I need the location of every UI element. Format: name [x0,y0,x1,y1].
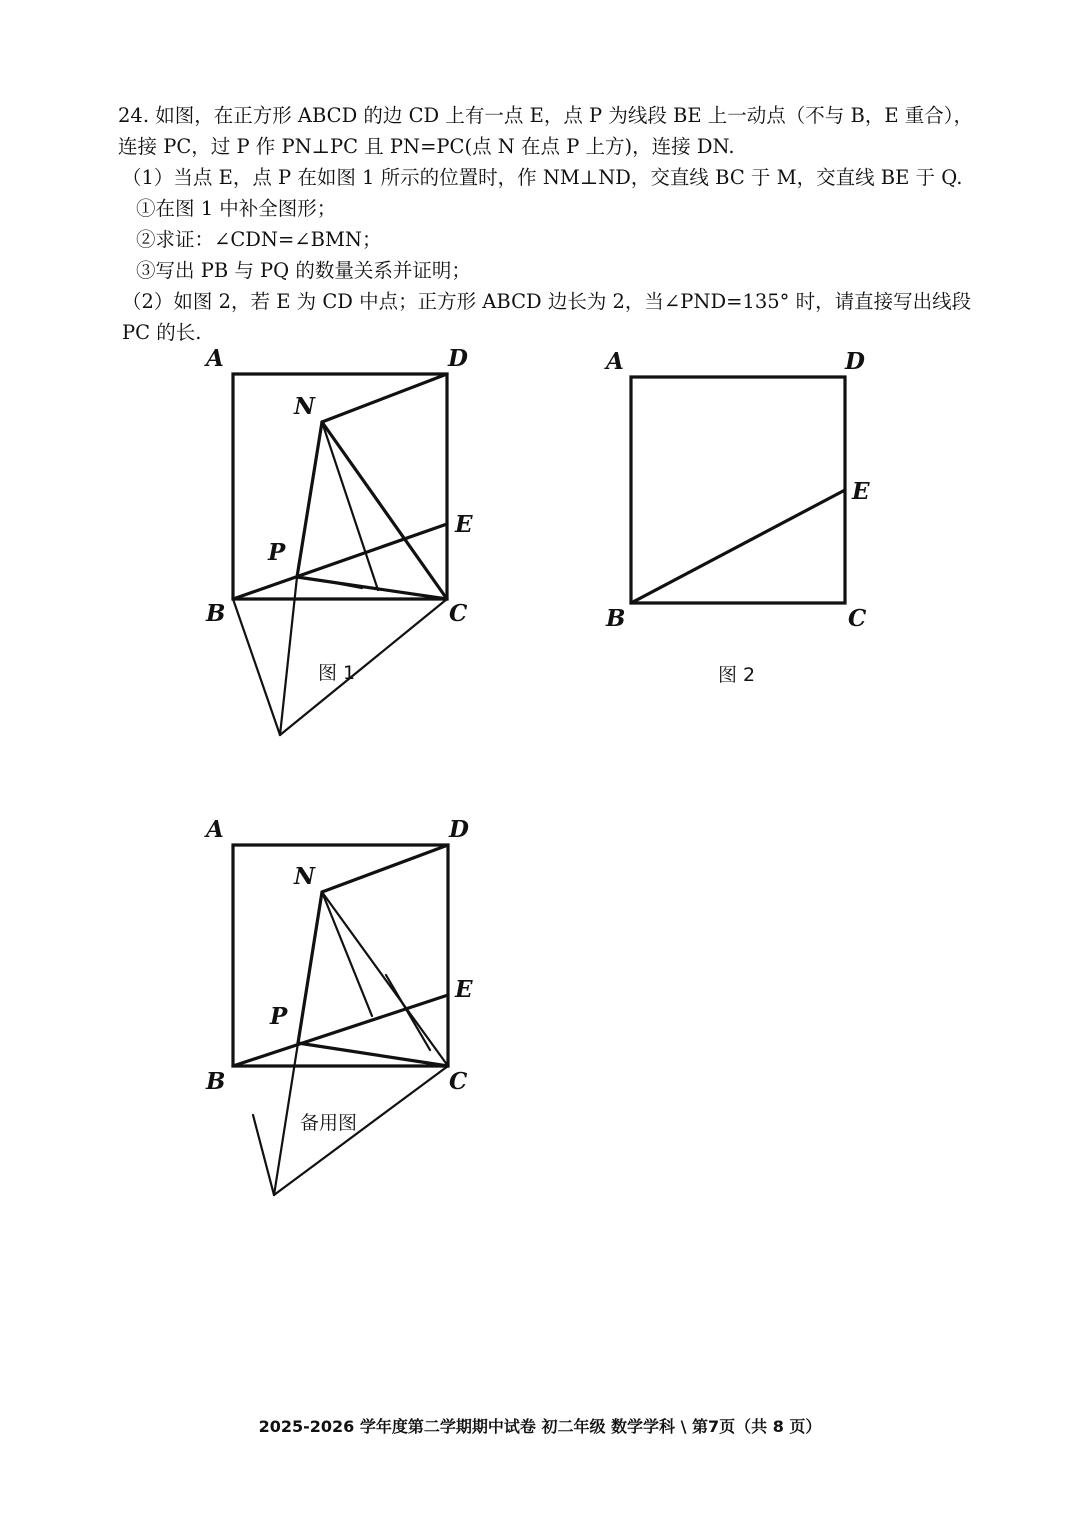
fig1-segment-B-low [233,599,280,735]
fig1-label-C: C [449,600,468,627]
figure-2-caption: 图 2 [718,664,756,686]
fig2-label-A: A [606,348,624,375]
spare-label-E: E [455,976,473,1003]
fig2-label-D: D [845,348,865,375]
fig1-segment-PC [297,577,447,599]
fig1-label-A: A [206,345,224,372]
figure-spare-caption: 备用图 [300,1112,358,1134]
figure-1-caption: 图 1 [318,662,356,684]
page-footer: 2025-2026 学年度第二学期期中试卷 初二年级 数学学科 \ 第7页（共 8 页） [258,1417,822,1436]
fig2-label-C: C [848,605,867,632]
spare-label-N: N [294,863,316,890]
fig1-label-N: N [294,393,316,420]
fig1-segment-BE [233,524,447,599]
fig1-label-P: P [268,539,286,566]
problem-intro: 24. 如图，在正方形 ABCD 的边 CD 上有一点 E，点 P 为线段 BE 上一动点（不与 B，E 重合），连接 PC，过 P 作 PN⊥PC 且 PN=PC(点 N 在点 P 上方)，连接 DN. [118,104,974,158]
fig2-label-B: B [606,605,626,632]
fig1-segment-ND [322,374,447,422]
spare-label-C: C [449,1068,468,1095]
part-1-statement: （1）当点 E，点 P 在如图 1 所示的位置时，作 NM⊥ND，交直线 BC 于 M，交直线 BE 于 Q. [122,166,963,189]
spare-label-A: A [206,816,224,843]
fig1-segment-NP [297,422,322,577]
fig1-extension-down [280,577,297,735]
fig1-label-E: E [455,511,473,538]
part-2-statement: （2）如图 2，若 E 为 CD 中点；正方形 ABCD 边长为 2，当∠PND=135° 时，请直接写出线段 PC 的长. [122,290,972,344]
part-1-question-2: ②求证：∠CDN=∠BMN； [136,228,382,251]
fig1-segment-C-low [280,599,447,735]
spare-label-P: P [270,1003,288,1030]
fig2-label-E: E [852,478,870,505]
fig1-label-B: B [206,600,226,627]
part-1-question-1: ①在图 1 中补全图形； [136,197,337,220]
fig1-square [233,374,447,599]
fig1-segment-NC [322,422,447,599]
fig1-label-D: D [448,345,468,372]
spare-label-D: D [449,816,469,843]
spare-label-B: B [206,1068,226,1095]
part-1-question-3: ③写出 PB 与 PQ 的数量关系并证明； [136,259,471,282]
